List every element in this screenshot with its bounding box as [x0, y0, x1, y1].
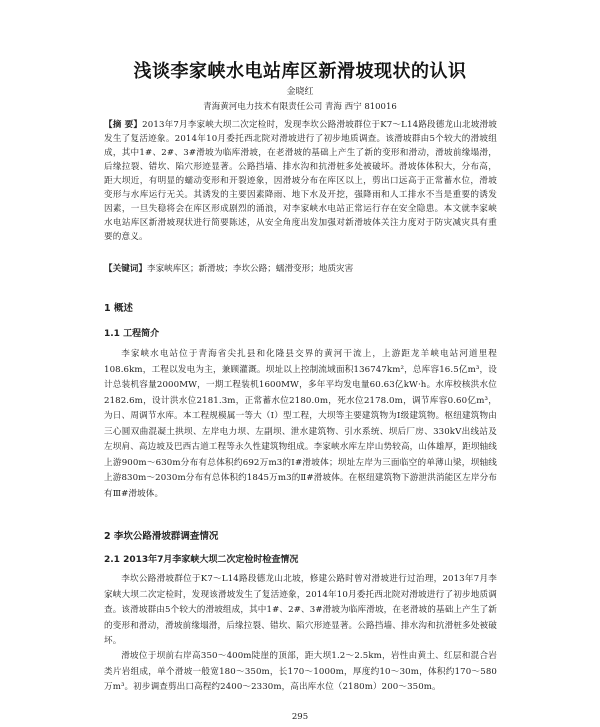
subsection-heading-1-1: 1.1 工程简介 — [104, 329, 160, 339]
abstract-text: 2013年7月李家峡大坝二次定检时，发现李坎公路滑坡群位于K7～L14路段德龙山北坡滑坡发生了复活迹象。2014年10月委托西北院对滑坡进行了初步地质调查。该滑坡群由5个较大的滑坡组成，其中1#、2#、3#滑坡为临库滑坡，在老滑坡的基础上产生了新的变形和滑动，滑坡前缘塌滑，后缘拉裂、错坎、陷穴形迹显著。公路挡墙、排水沟和抗滑桩多处被破坏。滑坡体体积大，分布高，距大坝近，有明显的蠕动变形和开裂迹象，因滑坡分布在库区以上，剪出口远高于正常蓄水位，滑坡变形与水库运行无关。其诱发的主要因素降雨、地下水及开挖，强降雨和人工排水不当是重要的诱发因素，一旦失稳将会在库区形成剧烈的涌浪，对李家峡水电站正常运行存在安全隐患。本文就李家峡水电站库区新滑坡现状进行简要陈述，从安全角度出发加强对新滑坡体关注力度对于防灾减灾具有重要的意义。 — [104, 120, 497, 242]
abstract-label: 【摘 要】 — [104, 120, 143, 130]
paragraph-landslide-geology: 滑坡位于坝前右岸高350～400m陡崖的顶部，距大坝1.2～2.5km，岩性由黄土、红层和混合岩类片岩组成，单个滑坡一般宽180～350m，长170～1000m，厚度约10～30m，体积约170～580万m³。初步调查剪出口高程约2400～2330m，高出库水位（2180m）200～350m。 — [104, 651, 497, 692]
paragraph-landslide-inspection: 李坎公路滑坡群位于K7～L14路段德龙山北坡，修建公路时曾对滑坡进行过治理，2013年7月李家峡大坝二次定检时，发现该滑坡发生了复活迹象，2014年10月委托西北院对滑坡进行了初步地质调查。该滑坡群由5个较大的滑坡组成，其中1#、2#、3#滑坡为临库滑坡，在老滑坡的基础上产生了新的变形和滑动，滑坡前缘塌滑，后缘拉裂、错坎、陷穴形迹显著。公路挡墙、排水沟和抗滑桩多处被破坏。 — [104, 574, 497, 646]
keywords — [104, 262, 497, 274]
section-heading-2: 2 李坎公路滑坡群调查情况 — [104, 531, 219, 542]
paragraph-engineering-intro: 李家峡水电站位于青海省尖扎县和化隆县交界的黄河干流上，上游距龙羊峡电站河道里程108.6km，工程以发电为主，兼顾灌溉。坝址以上控制流域面积136747km²，总库容16.5亿m³，设计总装机容量2000MW，一期工程装机1600MW，多年平均发电量60.63亿kW·h。水库校核洪水位2182.6m，设计洪水位2181.3m，正常蓄水位2180.0m，死水位2178.0m，调节库容0.60亿m³，为日、周调节水库。本工程规模属一等大（Ⅰ）型工程，大坝等主要建筑物为Ⅰ级建筑物。枢纽建筑物由三心圆双曲混凝土拱坝、左岸电力坝、左副坝、泄水建筑物、引水系统、坝后厂房、330kV出线站及左坝肩、高边坡及巴西古道工程等永久性建筑物组成。李家峡水库左岸山势较高，山体雄厚，距坝轴线上游900m～630m分布有总体积约692万m3的Ⅰ#滑坡体；坝址左岸为三面临空的单薄山梁，坝轴线上游830m～2030m分布有总体积约1845万m3的Ⅱ#滑坡体。在枢纽建筑物下游泄洪消能区左岸分布有Ⅲ#滑坡体。 — [104, 349, 497, 499]
section-heading-1: 1 概述 — [104, 303, 133, 314]
keywords-text: 李家峡库区；新滑坡；李坎公路；蠕滑变形；地质灾害 — [146, 264, 354, 274]
page-number: 295 — [291, 712, 309, 722]
paper-title: 浅谈李家峡水电站库区新滑坡现状的认识 — [133, 61, 467, 82]
subsection-heading-2-1: 2.1 2013年7月李家峡大坝二次定检时检查情况 — [104, 555, 299, 565]
abstract — [104, 118, 497, 244]
affiliation: 青海黄河电力技术有限责任公司 青海 西宁 810016 — [203, 102, 397, 112]
keywords-label: 【关键词】 — [104, 264, 147, 274]
author-name: 金晓红 — [286, 87, 314, 97]
